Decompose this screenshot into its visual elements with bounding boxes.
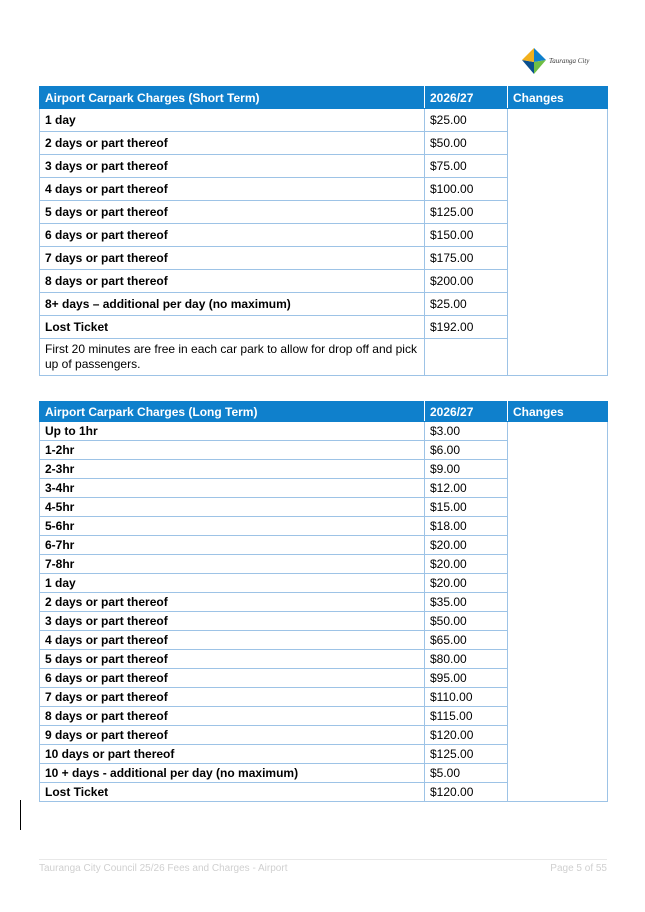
fee-description: 1 day (40, 574, 425, 593)
fee-amount: $50.00 (425, 132, 508, 155)
tauranga-city-logo (520, 46, 615, 76)
fee-amount: $20.00 (425, 536, 508, 555)
fee-description: 4 days or part thereof (40, 631, 425, 650)
fee-amount: $120.00 (425, 783, 508, 802)
fee-amount: $9.00 (425, 460, 508, 479)
fee-description: 7 days or part thereof (40, 247, 425, 270)
column-header-description: Airport Carpark Charges (Long Term) (40, 402, 425, 422)
fee-amount: $125.00 (425, 745, 508, 764)
column-header-changes: Changes (508, 87, 608, 109)
fee-description: 6 days or part thereof (40, 669, 425, 688)
fee-description: 8 days or part thereof (40, 270, 425, 293)
column-header-year: 2026/27 (425, 402, 508, 422)
fee-amount: $15.00 (425, 498, 508, 517)
table-row (40, 422, 608, 441)
text-cursor (20, 800, 21, 830)
table-header-row (40, 87, 608, 109)
fee-description: 9 days or part thereof (40, 726, 425, 745)
table-row (40, 109, 608, 132)
short-term-charges-table (39, 86, 608, 376)
fee-amount: $25.00 (425, 293, 508, 316)
note-amount-empty (425, 339, 508, 376)
fee-amount: $125.00 (425, 201, 508, 224)
logo-text: Tauranga City (549, 57, 590, 65)
fee-description: 2 days or part thereof (40, 132, 425, 155)
fee-amount: $150.00 (425, 224, 508, 247)
fee-amount: $110.00 (425, 688, 508, 707)
fee-amount: $35.00 (425, 593, 508, 612)
fee-description: 1-2hr (40, 441, 425, 460)
free-parking-note: First 20 minutes are free in each car park to allow for drop off and pick up of passengers. (40, 339, 425, 376)
fee-amount: $115.00 (425, 707, 508, 726)
fee-description: 5 days or part thereof (40, 201, 425, 224)
fee-amount: $6.00 (425, 441, 508, 460)
fee-amount: $80.00 (425, 650, 508, 669)
fee-description: 7 days or part thereof (40, 688, 425, 707)
footer-document-title: Tauranga City Council 25/26 Fees and Charges - Airport (39, 863, 288, 874)
fee-description: 5-6hr (40, 517, 425, 536)
fee-description: 6-7hr (40, 536, 425, 555)
fee-amount: $192.00 (425, 316, 508, 339)
fee-amount: $5.00 (425, 764, 508, 783)
fee-description: 10 + days - additional per day (no maximum) (40, 764, 425, 783)
long-term-charges-table (39, 401, 608, 802)
fee-amount: $200.00 (425, 270, 508, 293)
logo-mark-icon (520, 46, 548, 76)
fee-description: 10 days or part thereof (40, 745, 425, 764)
fee-amount: $95.00 (425, 669, 508, 688)
fee-description: Lost Ticket (40, 783, 425, 802)
column-header-description: Airport Carpark Charges (Short Term) (40, 87, 425, 109)
fee-amount: $12.00 (425, 479, 508, 498)
fee-description: 1 day (40, 109, 425, 132)
fee-description: 3-4hr (40, 479, 425, 498)
fee-amount: $18.00 (425, 517, 508, 536)
table-header-row (40, 402, 608, 422)
fee-amount: $100.00 (425, 178, 508, 201)
fee-description: 2 days or part thereof (40, 593, 425, 612)
fee-description: 3 days or part thereof (40, 612, 425, 631)
fee-description: 3 days or part thereof (40, 155, 425, 178)
fee-description: 4 days or part thereof (40, 178, 425, 201)
fee-description: 5 days or part thereof (40, 650, 425, 669)
fee-amount: $120.00 (425, 726, 508, 745)
fee-description: Up to 1hr (40, 422, 425, 441)
fee-amount: $75.00 (425, 155, 508, 178)
fee-description: Lost Ticket (40, 316, 425, 339)
column-header-changes: Changes (508, 402, 608, 422)
changes-cell (508, 422, 608, 802)
fee-amount: $20.00 (425, 555, 508, 574)
fee-description: 2-3hr (40, 460, 425, 479)
fee-amount: $175.00 (425, 247, 508, 270)
fee-description: 7-8hr (40, 555, 425, 574)
fee-amount: $50.00 (425, 612, 508, 631)
footer-page-number: Page 5 of 55 (550, 863, 607, 874)
fee-description: 4-5hr (40, 498, 425, 517)
fee-amount: $65.00 (425, 631, 508, 650)
fee-amount: $3.00 (425, 422, 508, 441)
fee-description: 6 days or part thereof (40, 224, 425, 247)
footer-divider (39, 859, 607, 860)
changes-cell (508, 109, 608, 376)
fee-description: 8 days or part thereof (40, 707, 425, 726)
column-header-year: 2026/27 (425, 87, 508, 109)
fee-description: 8+ days – additional per day (no maximum) (40, 293, 425, 316)
fee-amount: $25.00 (425, 109, 508, 132)
fee-amount: $20.00 (425, 574, 508, 593)
